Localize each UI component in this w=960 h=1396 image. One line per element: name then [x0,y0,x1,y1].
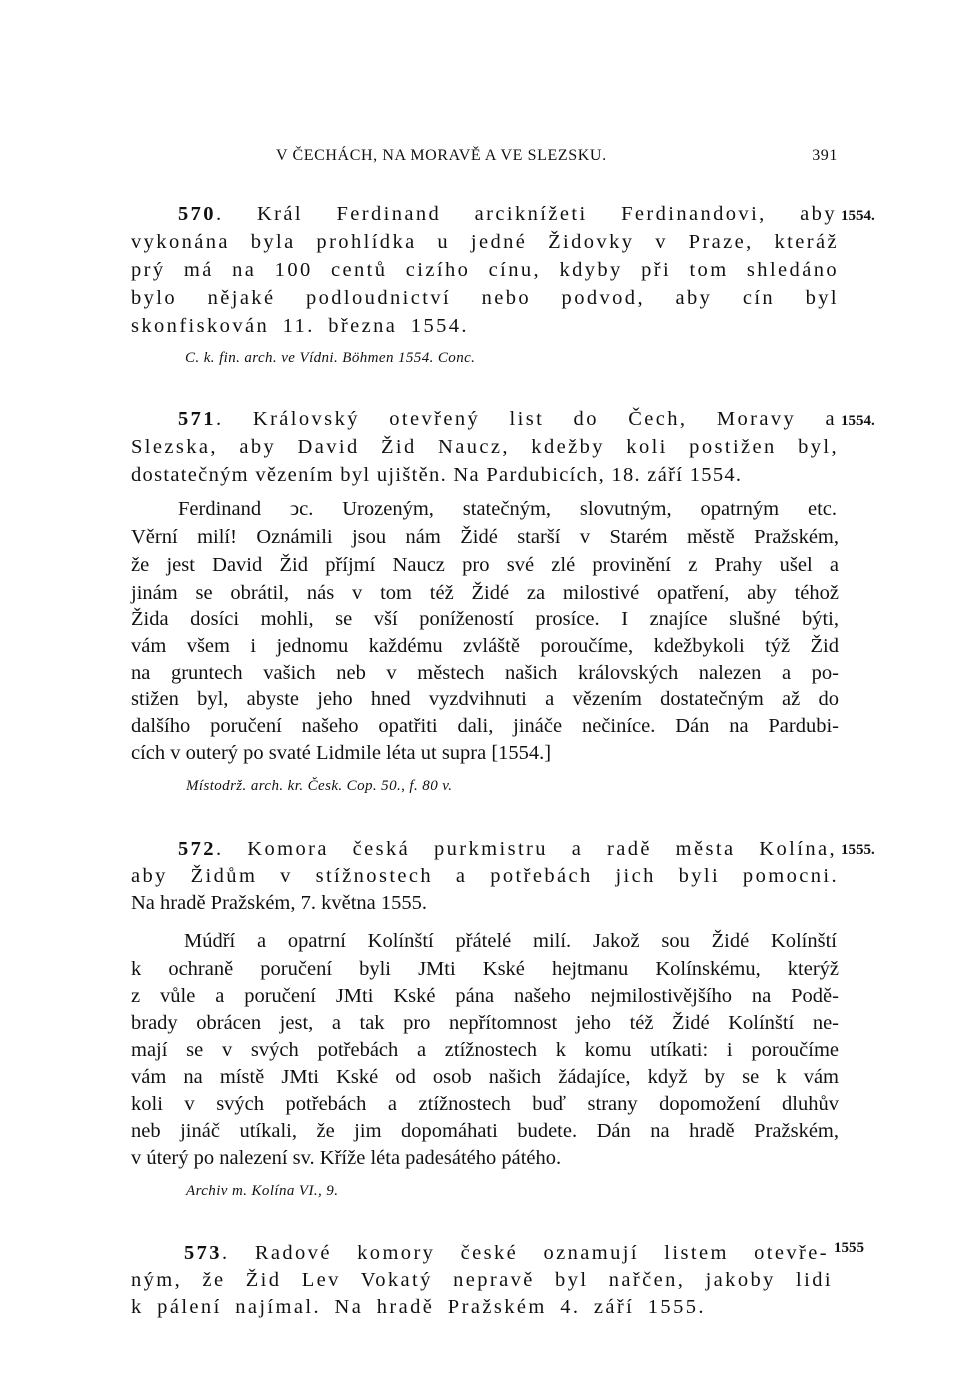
margin-year: 1555. [841,842,875,858]
body-line: koli v svých potřebách a ztížnostech buď strany dopomožení dluhův [131,1093,839,1115]
entry-heading-line: prý má na 100 centů cizího cínu, kdyby při tom shledáno [131,259,839,281]
entry-heading-text: Radové komory české oznamují listem otevře- [254,1242,829,1264]
body-line: vám všem i jednomu každému zvláště poroučíme, kdežbykoli týž Žid [131,635,839,657]
running-title: V ČECHÁCH, NA MORAVĚ A VE SLEZSKU. [276,147,607,164]
entry-heading-line: Na hradě Pražském, 7. května 1555. [131,892,428,914]
entry-heading-text: Král Ferdinand arciknížeti Ferdinandovi, aby [256,203,837,225]
entry-heading-line: k pálení najímal. Na hradě Pražském 4. září 1555. [131,1296,706,1318]
source-citation: Místodrž. arch. kr. Česk. Cop. 50., f. 80 v. [186,778,453,794]
entry-heading-line: dostatečným vězením byl ujištěn. Na Pardubicích, 18. září 1554. [131,464,743,486]
entry-heading-text: Komora česká purkmistru a radě města Kolína, [247,838,837,860]
body-line: Věrní milí! Oznámili jsou nám Židé starší v Starém městě Pražském, [131,526,839,548]
body-line: jinám se obrátil, nás v tom též Židé za milostivé opatření, aby téhož [131,582,839,604]
body-line: Múdří a opatrní Kolínští přátelé milí. Jakož sou Židé Kolínští [184,930,837,952]
source-citation: Archiv m. Kolína VI., 9. [186,1183,339,1199]
body-line: cích v outerý po svaté Lidmile léta ut supra [1554.] [131,742,552,764]
entry-number: 572 [178,838,216,860]
entry-heading-text: Královský otevřený list do Čech, Moravy a [252,408,837,430]
entry-number: 571 [178,408,216,430]
body-line: stižen byl, abyste jeho hned vyzdvihnuti a vězením dostatečným až do [131,688,839,710]
body-line: mají se v svých potřebách a ztížnostech k komu utíkati: i poroučíme [131,1039,839,1061]
entry-573-heading-line: 573. Radové komory české oznamují listem otevře- [184,1242,829,1264]
margin-year: 1554. [841,208,875,224]
running-header [276,147,838,171]
body-line: neb jináč utíkali, že jim dopomáhati budete. Dán na hradě Pražském, [131,1120,839,1142]
entry-heading-line: ným, že Žid Lev Vokatý nepravě byl nařčen, jakoby lidi [131,1269,833,1291]
body-line: Ferdinand ͻc. Urozeným, statečným, slovutným, opatrným etc. [178,498,837,520]
body-line: na gruntech vašich neb v městech našich královských nalezen a po- [131,662,839,684]
margin-year: 1554. [841,413,875,429]
body-line: v úterý po nalezení sv. Kříže léta padesátého pátého. [131,1147,562,1169]
entry-heading-line: bylo nějaké podloudnictví nebo podvod, aby cín byl [131,287,839,309]
entry-number: 570 [178,203,216,225]
margin-year: 1555 [834,1240,864,1256]
entry-number: 573 [184,1242,222,1264]
body-line: z vůle a poručení JMti Kské pána našeho nejmilostivějšího na Podě- [131,985,839,1007]
page-number: 391 [812,147,838,164]
entry-heading-line: aby Židům v stížnostech a potřebách jich byli pomocni. [131,865,839,887]
source-citation: C. k. fin. arch. ve Vídni. Böhmen 1554. Conc. [185,350,476,366]
body-line: dalšího poručení našeho opatřiti dali, jináče nečiníce. Dán na Pardubi- [131,715,839,737]
entry-571-heading-line: 571. Královský otevřený list do Čech, Moravy a [178,408,837,430]
body-line: vám na místě JMti Kské od osob našich žádajíce, když by se k vám [131,1066,839,1088]
body-line: brady obrácen jest, a tak pro nepřítomnost jeho též Židé Kolínští ne- [131,1012,839,1034]
entry-heading-line: skonfiskován 11. března 1554. [131,315,469,337]
body-line: že jest David Žid příjmí Naucz pro své zlé provinění z Prahy ušel a [131,554,839,576]
entry-heading-line: vykonána byla prohlídka u jedné Židovky v Praze, kteráž [131,231,839,253]
entry-570-heading-line: 570. Král Ferdinand arciknížeti Ferdinandovi, aby [178,203,837,225]
body-line: Žida dosíci mohli, se vší ponížeností prosíce. I znajíce slušné býti, [131,608,839,630]
entry-572-heading-line: 572. Komora česká purkmistru a radě města Kolína, [178,838,837,860]
body-line: k ochraně poručení byli JMti Kské hejtmanu Kolínskému, kterýž [131,958,839,980]
entry-heading-line: Slezska, aby David Žid Naucz, kdežby koli postižen byl, [131,436,839,458]
